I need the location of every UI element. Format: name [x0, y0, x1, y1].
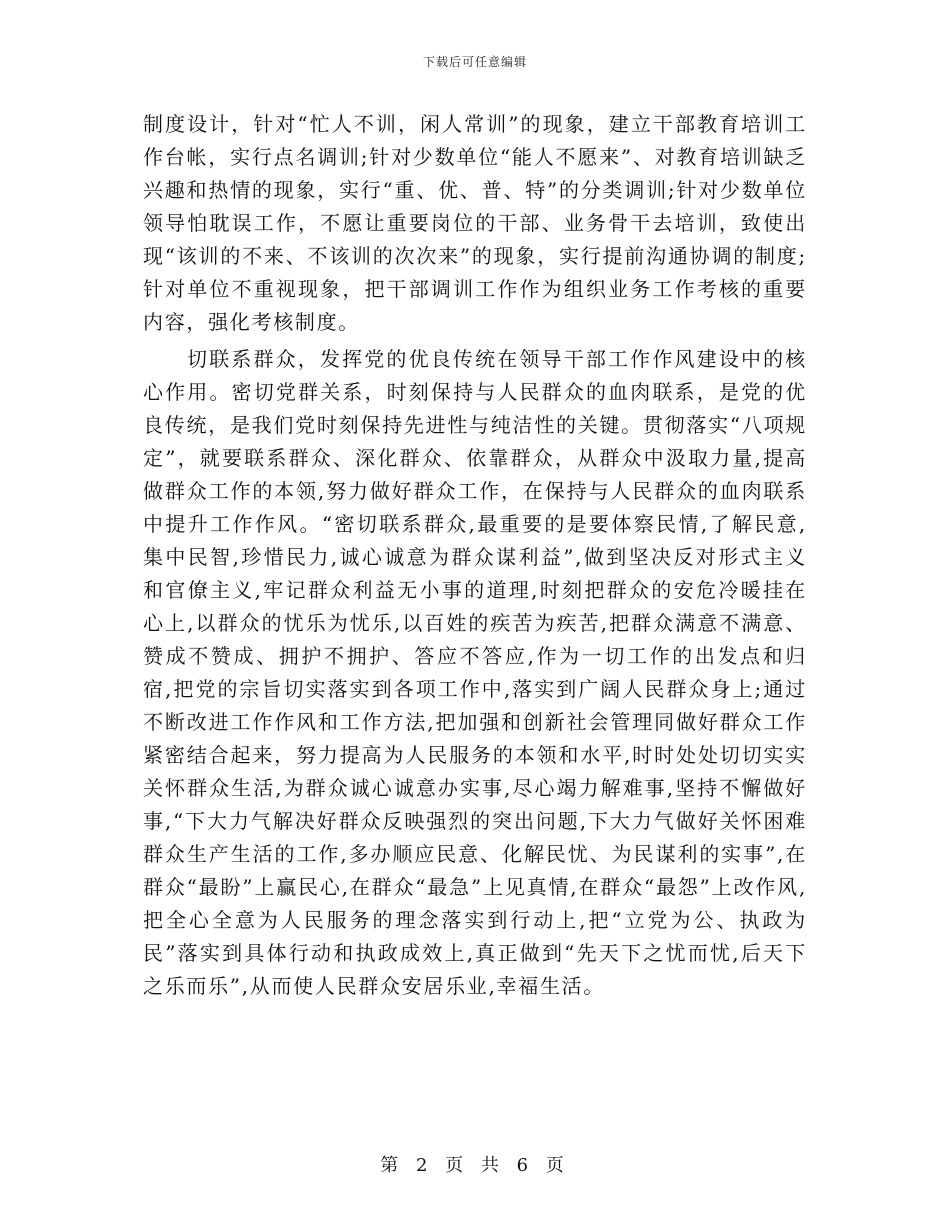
paragraph: 切联系群众，发挥党的优良传统在领导干部工作作风建设中的核心作用。密切党群关系，时刻保持与人民群众的血肉联系，是党的优良传统，是我们党时刻保持先进性与纯洁性的关键。贯彻落实“八项规定”，就要联系群众、深化群众、依靠群众，从群众中汲取力量,提高做群众工作的本领,努力做好群众工作，在保持与人民群众的血肉联系中提升工作作风。“密切联系群众,最重要的是要体察民情,了解民意,集中民智,珍惜民力,诚心诚意为群众谋利益”,做到坚决反对形式主义和官僚主义,牢记群众利益无小事的道理,时刻把群众的安危冷暖挂在心上,以群众的忧乐为忧乐,以百姓的疾苦为疾苦,把群众满意不满意、赞成不赞成、拥护不拥护、答应不答应,作为一切工作的出发点和归宿,把党的宗旨切实落实到各项工作中,落实到广阔人民群众身上;通过不断改进工作作风和工作方法,把加强和创新社会管理同做好群众工作紧密结合起来，努力提高为人民服务的本领和水平,时时处处切切实实关怀群众生活,为群众诚心诚意办实事,尽心竭力解难事,坚持不懈做好事,“下大力气解决好群众反映强烈的突出问题,下大力气做好关怀困难群众生产生活的工作,多办顺应民意、化解民忧、为民谋利的实事”,在群众“最盼”上赢民心,在群众“最急”上见真情,在群众“最怨”上改作风,把全心全意为人民服务的理念落实到行动上,把“立党为公、执政为民”落实到具体行动和执政成效上,真正做到“先天下之忧而忧,后天下之乐而乐”,从而使人民群众安居乐业,幸福生活。 [143, 347, 807, 998]
document-body [143, 108, 807, 1003]
paragraph-continuation: 制度设计，针对“忙人不训，闲人常训”的现象，建立干部教育培训工作台帐，实行点名调训;针对少数单位“能人不愿来”、对教育培训缺乏兴趣和热情的现象，实行“重、优、普、特”的分类调训;针对少数单位领导怕耽误工作，不愿让重要岗位的干部、业务骨干去培训，致使出现“该训的不来、不该训的次次来”的现象，实行提前沟通协调的制度;针对单位不重视现象，把干部调训工作作为组织业务工作考核的重要内容，强化考核制度。 [143, 112, 807, 334]
page-header: 下载后可任意编辑 [422, 55, 527, 69]
page-number: 第 2 页 共 6 页 [380, 1155, 570, 1176]
